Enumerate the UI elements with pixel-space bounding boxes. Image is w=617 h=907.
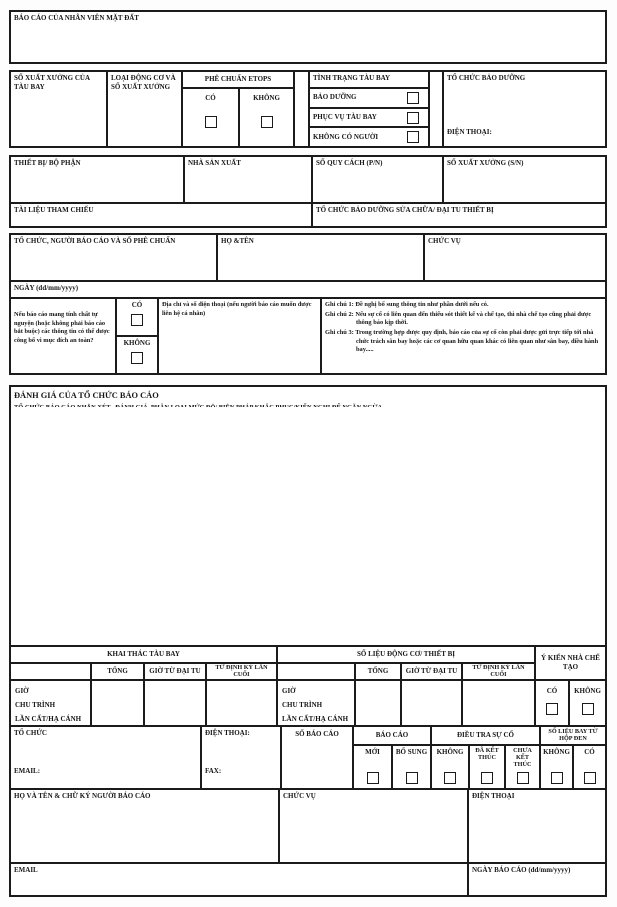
field-part-number[interactable]: SỐ QUY CÁCH (P/N) <box>313 157 444 202</box>
report-new-label: MỚI <box>365 748 380 756</box>
row-hours-label: GIỜ <box>282 687 296 695</box>
status-row-servicing <box>310 109 428 129</box>
status-row-maintenance <box>310 89 428 109</box>
checkbox-status-unattended[interactable] <box>407 131 419 143</box>
field-signature-phone[interactable]: ĐIỆN THOẠI <box>469 790 605 864</box>
investigation-group-header: ĐIỀU TRA SỰ CỐ <box>432 727 541 746</box>
note-3 <box>325 329 602 355</box>
col-total-engine: TỔNG <box>356 664 402 681</box>
assessment-title: ĐÁNH GIÁ CỦA TỔ CHỨC BÁO CÁO <box>14 391 159 400</box>
assessment-box <box>9 385 607 897</box>
status-unattended-label: KHÔNG CÓ NGƯỜI <box>313 132 379 141</box>
reporter-box <box>9 233 607 375</box>
checkbox-opinion-yes[interactable] <box>546 703 558 715</box>
etops-no-label: KHÔNG <box>253 94 280 102</box>
fdr-yes-cell <box>574 746 605 790</box>
investigation-closed-cell <box>470 746 506 790</box>
etops-yes-label: CÓ <box>205 94 216 102</box>
field-org-reporter[interactable]: TỔ CHỨC, NGƯỜI BÁO CÁO VÀ SỐ PHÊ CHUẨN <box>11 235 218 280</box>
checkbox-etops-no[interactable] <box>261 116 273 128</box>
investigation-open-label: CHƯA KẾT THÚC <box>513 747 532 768</box>
checkbox-investigation-closed[interactable] <box>481 772 493 784</box>
investigation-no-label: KHÔNG <box>436 748 464 756</box>
fdr-no-label: KHÔNG <box>543 748 570 756</box>
note-1-text: Đề nghị bổ sung thông tin như phần dưới nếu có. <box>355 301 489 308</box>
input-aircraft-since-overhaul[interactable] <box>145 681 207 727</box>
assessment-writein-area[interactable] <box>11 407 605 645</box>
fdr-group-header: SỐ LIỆU BAY TỪ HỘP ĐEN <box>541 727 605 746</box>
engine-row-labels <box>278 681 356 727</box>
input-engine-total[interactable] <box>356 681 402 727</box>
title-box <box>9 10 607 64</box>
checkbox-investigation-no[interactable] <box>444 772 456 784</box>
header-aircraft-ops: KHAI THÁC TÀU BAY <box>11 647 278 664</box>
blank-corner-cell <box>278 664 356 681</box>
field-aircraft-serial[interactable]: SỐ XUẤT XƯỞNG CỦA TÀU BAY <box>11 72 108 146</box>
status-servicing-label: PHỤC VỤ TÀU BAY <box>313 113 377 122</box>
aircraft-info-box <box>9 70 607 148</box>
row-landings-label: LẦN CẤT/HẠ CÁNH <box>282 715 349 723</box>
maintenance-org-label: TỔ CHỨC BẢO DƯỠNG <box>447 74 526 82</box>
field-signature-position[interactable]: CHỨC VỤ <box>280 790 469 864</box>
etops-label: PHÊ CHUẨN ETOPS <box>183 72 293 89</box>
checkbox-status-servicing[interactable] <box>407 112 419 124</box>
checkbox-report-new[interactable] <box>367 772 379 784</box>
voluntary-yes-label: CÓ <box>131 301 143 309</box>
report-phone-label: ĐIỆN THOẠI: <box>205 729 250 737</box>
report-supplement-cell <box>393 746 432 790</box>
note-3-label: Ghi chú 3: <box>325 328 354 336</box>
fdr-yes-label: CÓ <box>584 748 595 756</box>
checkbox-investigation-open[interactable] <box>517 772 529 784</box>
checkbox-report-supplement[interactable] <box>406 772 418 784</box>
field-reference-doc[interactable]: TÀI LIỆU THAM CHIẾU <box>11 204 313 226</box>
etops-group <box>183 72 295 146</box>
opinion-no-label: KHÔNG <box>574 687 601 695</box>
report-email-label: EMAIL: <box>14 767 41 775</box>
field-repair-org[interactable]: TỔ CHỨC BẢO DƯỠNG SỬA CHỮA/ ĐẠI TU THIẾT BỊ <box>316 206 494 214</box>
etops-yes-cell <box>183 89 240 146</box>
note-1-label: Ghi chú 1: <box>325 301 354 308</box>
row-hours-label: GIỜ <box>15 687 29 695</box>
note-2-label: Ghi chú 2: <box>325 310 354 318</box>
fdr-no-cell <box>541 746 574 790</box>
field-date[interactable]: NGÀY (dd/mm/yyyy) <box>11 282 605 299</box>
notes-cell <box>322 299 605 373</box>
aircraft-status-group <box>310 72 430 146</box>
report-phone-cell[interactable] <box>202 727 282 790</box>
note-2-text: Nếu sự cố có liên quan đến thiếu sót thiết kế và chế tạo, thì nhà chế tạo cũng phải được thông báo kịp thời. <box>355 310 592 327</box>
field-equipment[interactable]: THIẾT BỊ/ BỘ PHẬN <box>11 157 185 202</box>
voluntary-no-cell <box>117 337 157 373</box>
col-since-last-check-engine: TỪ ĐỊNH KỲ LẦN CUỐI <box>463 664 536 681</box>
note-3-text: Trong trường hợp được quy định, báo cáo của sự cố còn phải được gửi trực tiếp tới nhà chức trách sân bay hoặc các cơ quan hữu quan khác có liên quan như sân bay, điều hành bay..... <box>355 328 599 354</box>
checkbox-fdr-yes[interactable] <box>584 772 596 784</box>
row-cycles-label: CHU TRÌNH <box>282 701 323 709</box>
input-aircraft-since-last-check[interactable] <box>207 681 278 727</box>
col-since-overhaul-engine: GIỜ TỪ ĐẠI TU <box>402 664 463 681</box>
col-since-overhaul-aircraft: GIỜ TỪ ĐẠI TU <box>145 664 207 681</box>
etops-no-cell <box>240 89 293 146</box>
input-engine-since-last-check[interactable] <box>463 681 536 727</box>
header-engine-data: SỐ LIỆU ĐỘNG CƠ/ THIẾT BỊ <box>278 647 536 664</box>
opinion-yes-cell <box>536 681 570 727</box>
opinion-no-cell <box>570 681 605 727</box>
status-row-unattended <box>310 128 428 146</box>
field-manufacturer[interactable]: NHÀ SẢN XUẤT <box>185 157 313 202</box>
report-org-label: TỔ CHỨC <box>14 729 47 737</box>
report-org-cell[interactable] <box>11 727 202 790</box>
page-title: BÁO CÁO CỦA NHÂN VIÊN MẶT ĐẤT <box>14 14 139 22</box>
maintenance-phone-label: ĐIỆN THOẠI: <box>447 128 492 136</box>
equipment-box <box>9 155 607 228</box>
checkbox-fdr-no[interactable] <box>551 772 563 784</box>
checkbox-etops-yes[interactable] <box>205 116 217 128</box>
aircraft-row-labels <box>11 681 92 727</box>
report-group-header: BÁO CÁO <box>354 727 432 746</box>
voluntary-yes-cell <box>117 299 157 337</box>
investigation-closed-label: ĐÃ KẾT THÚC <box>475 747 499 761</box>
report-fax-label: FAX: <box>205 767 222 775</box>
col-total-aircraft: TỔNG <box>92 664 145 681</box>
checkbox-opinion-no[interactable] <box>582 703 594 715</box>
field-signature-email[interactable]: EMAIL <box>11 864 469 895</box>
row-cycles-label: CHU TRÌNH <box>15 701 56 709</box>
input-aircraft-total[interactable] <box>92 681 145 727</box>
report-number-cell[interactable]: SỐ BÁO CÁO <box>282 727 354 790</box>
field-serial-number[interactable]: SỐ XUẤT XƯỞNG (S/N) <box>447 159 524 167</box>
investigation-no-cell <box>432 746 470 790</box>
field-full-name[interactable]: HỌ &TÊN <box>218 235 425 280</box>
col-since-last-check-aircraft: TỪ ĐỊNH KỲ LẦN CUỐI <box>207 664 278 681</box>
row-landings-label: LẦN CẤT/HẠ CÁNH <box>15 715 82 723</box>
blank-corner-cell <box>11 664 92 681</box>
maintenance-org-cell[interactable] <box>444 72 605 146</box>
field-engine-type-serial[interactable]: LOẠI ĐỘNG CƠ VÀ SỐ XUẤT XƯỞNG <box>108 72 183 146</box>
status-maintenance-label: BẢO DƯỠNG <box>313 93 357 102</box>
input-engine-since-overhaul[interactable] <box>402 681 463 727</box>
field-report-date[interactable]: NGÀY BÁO CÁO (dd/mm/yyyy) <box>469 864 605 895</box>
voluntary-question: Nếu báo cáo mang tính chất tự nguyện (hoặc không phải báo cáo bắt buộc) các thông tin có thể được công bố vì mục đích an toàn? <box>11 299 117 373</box>
aircraft-status-title: TÌNH TRẠNG TÀU BAY <box>310 72 428 89</box>
field-position[interactable]: CHỨC VỤ <box>428 237 461 245</box>
checkbox-voluntary-no[interactable] <box>131 352 143 364</box>
checkbox-status-maintenance[interactable] <box>407 92 419 104</box>
voluntary-no-label: KHÔNG <box>123 339 151 347</box>
note-1 <box>325 301 602 310</box>
field-name-signature[interactable]: HỌ VÀ TÊN & CHỮ KÝ NGƯỜI BÁO CÁO <box>11 790 280 864</box>
opinion-yes-label: CÓ <box>546 687 558 695</box>
spacer-cell <box>430 72 444 146</box>
header-manufacturer-opinion: Ý KIẾN NHÀ CHẾ TẠO <box>536 647 605 681</box>
investigation-open-cell <box>506 746 541 790</box>
checkbox-voluntary-yes[interactable] <box>131 314 143 326</box>
spacer-cell <box>295 72 310 146</box>
note-2 <box>325 311 602 328</box>
report-new-cell <box>354 746 393 790</box>
field-contact-address[interactable]: Địa chỉ và số điện thoại (nếu người báo cáo muốn được liên hệ cá nhân) <box>159 299 322 373</box>
report-supplement-label: BỔ SUNG <box>395 748 428 756</box>
